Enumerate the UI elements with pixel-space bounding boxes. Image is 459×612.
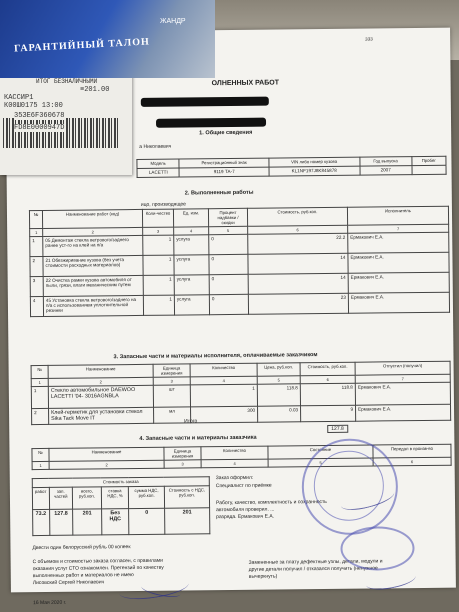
work-qty: 1 (143, 255, 174, 275)
company-stamp-partial (340, 526, 414, 571)
part-unit: шт (153, 385, 190, 407)
table-header-cell: Количество (201, 446, 268, 460)
table-header-cell: Единица измерения (164, 447, 201, 460)
column-number: 5 (268, 458, 373, 467)
part-unit: мл (154, 407, 191, 423)
footer-date: 16 Мая 2020 г. (33, 599, 67, 607)
table-header-cell: № (32, 448, 49, 461)
summary-table (32, 476, 211, 536)
table-header-cell: всего, руб.коп. (73, 487, 102, 509)
vehicle-vin: KL1NF197J8K845878 (269, 166, 360, 176)
row-number: 2 (30, 256, 43, 276)
document-title: ОЛНЕННЫХ РАБОТ (211, 79, 280, 88)
redaction-bar (156, 118, 266, 128)
receipt-total: ≡201.00 (80, 86, 110, 94)
receipt-line: 35ЗЕ6F360678 (14, 112, 65, 120)
footer-left-line: оказания услуг СТО ознакомлен. Претензий по качеству (32, 564, 164, 573)
company-stamp-inner (313, 450, 384, 521)
column-number: 7 (355, 374, 450, 383)
amount-in-words: Двести один белорусский рубль 00 копеек (32, 544, 131, 552)
table-header-cell: Стоимость, руб.коп. (300, 362, 355, 376)
works-subheading: ицо, производящее (140, 201, 186, 208)
table-header-cell: Единица измерения (153, 364, 190, 377)
redaction-bar (141, 97, 269, 107)
part-price: 118.8 (257, 384, 300, 406)
summary-total: 201 (73, 509, 102, 535)
table-header-cell: Наименование (48, 364, 153, 378)
work-qty: 1 (143, 235, 174, 255)
work-name: 05 Демонтаж стекла ветрового/заднего ранее уст-го на клей на п/а (43, 235, 143, 256)
page-corner-number: 333 (365, 36, 373, 42)
warranty-card-photo (0, 0, 215, 78)
customer-name: а Николаевич (139, 143, 172, 150)
footer-right-line: вычеркнуть) (248, 573, 278, 580)
quality-text-line: Работу, качество, комплектность и сохранность (215, 499, 327, 507)
part-qty: 300 (191, 406, 258, 423)
section-customer-parts-heading: 4. Запасные части и материалы заказчика (139, 434, 257, 442)
part-executor: Ермакович Е.А. (356, 404, 451, 421)
summary-vat-sum: 0 (129, 508, 165, 534)
part-price: 0.03 (258, 406, 301, 422)
receipt-line: КАССИР1 (4, 94, 34, 102)
table-header-cell: № (31, 365, 48, 378)
table-header-cell: работ (32, 487, 49, 509)
column-number: 7 (348, 224, 449, 233)
work-cost: 14 (248, 273, 348, 294)
work-qty: 1 (143, 275, 174, 295)
column-number: 3 (153, 377, 190, 385)
work-percent: 0 (209, 274, 248, 294)
work-name: 21 Обезжиривание кузова (без учета стоимости расходных материалов) (43, 255, 143, 276)
section-works-heading: 2. Выполненные работы (184, 189, 254, 197)
table-header-cell: Модель (137, 159, 180, 168)
part-qty: 1 (190, 384, 257, 407)
work-cost: 22.2 (248, 233, 348, 254)
column-number: 3 (164, 460, 201, 468)
summary-works: 73.2 (33, 509, 50, 535)
work-percent: 0 (209, 294, 248, 314)
receiver-signature (365, 569, 417, 593)
table-header-cell: сумма НДС, руб.коп. (129, 486, 165, 508)
column-number: 6 (300, 375, 355, 384)
footer-left-line: С объемом и стоимостью заказа согласен, с правилами (32, 557, 163, 566)
footer-left-line: выполненных работ и материалов не имею (32, 572, 134, 580)
receipt-line: FD8E0000947D (14, 124, 65, 132)
work-unit: услуга (174, 255, 209, 275)
table-header-cell: Цена, руб.коп. (257, 363, 300, 376)
footer-right-line: другие детали получил / отказался получить (ненужное (248, 565, 378, 573)
work-name: 22 Очистка рамки кузова автомобиля от пыли, грязи, влаги механическим путем (43, 275, 143, 296)
vehicle-year: 2007 (360, 166, 412, 176)
summary-total-vat: 201 (165, 508, 210, 534)
table-header-cell: Количество (190, 363, 257, 377)
receipt-line: ИТОГ БЕЗНАЛИЧНЫМИ (36, 78, 98, 85)
works-table (29, 206, 450, 317)
column-number: 1 (30, 228, 43, 236)
table-header-cell: Состояние (268, 445, 373, 459)
work-percent: 0 (209, 254, 248, 274)
row-number: 1 (30, 236, 43, 256)
column-number: 4 (201, 459, 268, 468)
summary-parts: 127.8 (49, 509, 73, 535)
column-number: 1 (32, 461, 49, 469)
receipt-barcode (3, 118, 119, 148)
work-percent: 0 (209, 234, 248, 254)
table-header-cell: Коли-чество (142, 209, 173, 227)
work-cost: 14 (248, 253, 348, 274)
parts-table (31, 361, 452, 425)
table-header-cell: Наименование (49, 447, 164, 461)
row-number: 1 (31, 386, 48, 408)
table-header-cell: Передал в произв-во (373, 444, 451, 458)
work-executor: Ермакович Е.А. (348, 272, 449, 293)
row-number: 4 (30, 296, 43, 316)
table-header-cell: Год выпуска (359, 157, 411, 167)
work-executor: Ермакович Е.А. (348, 232, 449, 253)
parts-total-label: Итого (184, 418, 198, 425)
column-number: 2 (48, 377, 153, 386)
table-header-cell: Ед. изм. (173, 209, 208, 227)
table-row (137, 165, 446, 177)
table-header-cell: Отпустил (получил) (355, 361, 450, 375)
column-number: 6 (373, 457, 451, 466)
warranty-card-brand: ЖАНДР (160, 18, 186, 25)
column-number: 1 (31, 378, 48, 386)
column-number: 2 (49, 460, 164, 469)
table-header-cell: Регистрационный знак (179, 158, 268, 168)
work-qty: 1 (143, 295, 174, 315)
work-name: 45 Установка стекла ветрового/заднего на п/а с использованием уплотнительной резинки (43, 295, 143, 316)
order-label: Заказ оформил: (215, 474, 254, 482)
column-number: 4 (174, 227, 209, 235)
receipt-line: К00Ш0175 13:00 (4, 102, 63, 110)
vehicle-plate: 9119 ТА-7 (179, 167, 268, 177)
table-header-cell: Наименование работ (код) (42, 209, 142, 228)
quality-text-line: разряда. Ермакович Е.А. (216, 513, 275, 521)
part-cost: 9 (301, 405, 356, 422)
column-number: 6 (248, 225, 348, 234)
table-header-cell: № (29, 210, 42, 228)
table-header-row (32, 486, 209, 510)
work-unit: услуга (174, 295, 209, 315)
column-number: 3 (143, 227, 174, 235)
table-row (30, 292, 449, 316)
vehicle-mileage (412, 165, 446, 174)
part-executor: Ермакович Е.А. (355, 382, 450, 405)
table-row (32, 404, 451, 424)
table-header-cell: Пробег (412, 156, 446, 165)
summary-vat-rate: Без НДС (101, 509, 129, 535)
table-header-cell: зап. частей (49, 487, 73, 509)
warranty-card-title: ГАРАНТИЙНЫЙ ТАЛОН (13, 36, 151, 55)
vehicle-model: LACETTI (137, 168, 180, 177)
specialist-label: Специалист по приёмке (215, 482, 272, 490)
parts-total-value: 127.8 (327, 425, 348, 433)
work-executor: Ермакович Е.А. (348, 252, 449, 273)
column-number: 5 (209, 226, 248, 234)
work-cost: 23 (248, 293, 348, 314)
column-number: 4 (190, 376, 257, 385)
table-header-cell: Стоимость с НДС, руб.коп. (164, 486, 209, 508)
quality-text-line: автомобиля проверил. ... (216, 506, 275, 514)
row-number: 3 (30, 276, 43, 296)
section-parts-heading: 3. Запасные части и материалы исполнителя, оплачиваемые заказчиком (113, 352, 318, 361)
row-number: 2 (32, 408, 49, 424)
column-number: 2 (43, 227, 143, 236)
column-number: 5 (257, 376, 300, 384)
summary-top-label: Стоимость заказа (32, 477, 209, 488)
part-cost: 118.8 (300, 383, 355, 406)
section-general-heading: 1. Общие сведения (199, 129, 253, 137)
footer-right-line: Замененные за плату дефектные узлы, детали, модули и (248, 558, 383, 566)
table-row (33, 508, 210, 536)
table-header-cell: Процент надбавки / скидки (208, 208, 247, 226)
table-header-cell: Стоимость, руб.коп. (247, 207, 347, 226)
part-name: Стекло автомобильное DAEWOO LACETTI '04- 3016AGNBLA (48, 385, 153, 408)
table-header-cell: ставка НДС, % (101, 487, 129, 509)
work-executor: Ермакович Е.А. (348, 292, 449, 313)
vehicle-table (136, 156, 446, 178)
work-unit: услуга (174, 235, 209, 255)
work-unit: услуга (174, 275, 209, 295)
table-header-cell: VIN либо номер кузова (269, 157, 360, 167)
part-name: Клей-герметик для установки стекол Sika Tack Move IT (49, 407, 154, 424)
footer-left-line: Лисовский Сергей Николаевич (32, 579, 105, 587)
table-header-cell: Исполнитель (347, 206, 448, 225)
